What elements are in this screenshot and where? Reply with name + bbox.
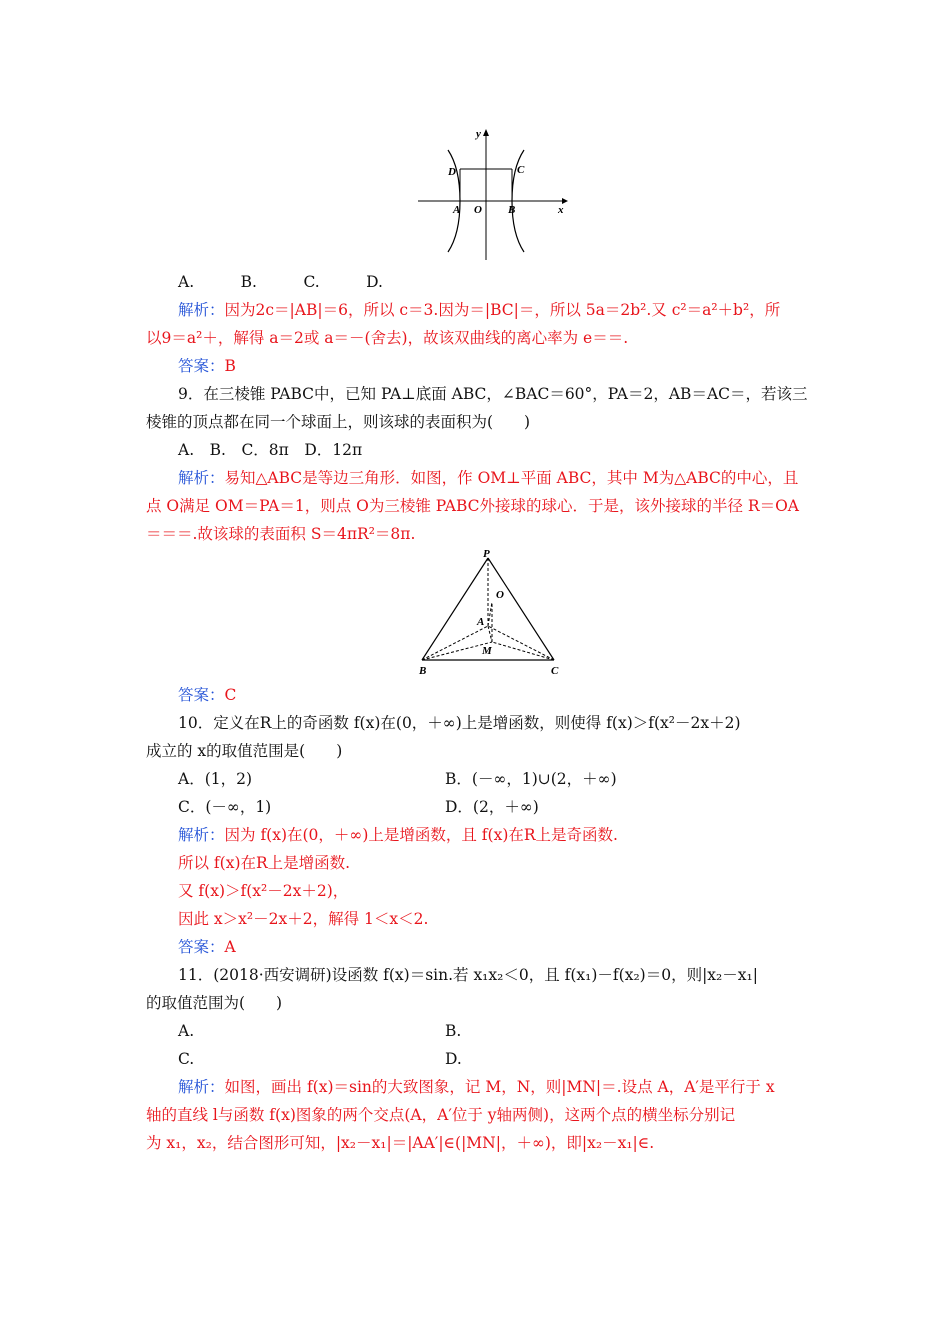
q9-stem-line-1: 9．在三棱锥 PABC中，已知 PA⊥底面 ABC，∠BAC＝60°，PA＝2，AB＝AC＝，若该三: [178, 385, 808, 403]
q10-stem-line-2: 成立的 x的取值范围是( ): [146, 742, 343, 760]
q11-option-a: A.: [178, 1022, 195, 1040]
q9-options: A. B. C．8π D．12π: [178, 441, 363, 459]
q11-option-c: C.: [178, 1050, 195, 1068]
q11-analysis-line-1: 解析：如图，画出 f(x)＝sin的大致图象，记 M，N，则|MN|＝.设点 A，A′是平行于 x: [178, 1078, 775, 1096]
q8-answer: 答案：B: [178, 357, 236, 375]
q9-answer: 答案：C: [178, 686, 237, 704]
q11-option-d: D.: [445, 1050, 462, 1068]
q8-answer-label: 答案：: [178, 357, 225, 375]
q10-option-d: D．(2，＋∞): [445, 798, 539, 816]
q10-answer: 答案：A: [178, 938, 236, 956]
q8-analysis-line-1: 解析：因为2c＝|AB|＝6，所以 c＝3.因为＝|BC|＝，所以 5a＝2b².又 c²＝a²＋b²，所: [178, 301, 781, 319]
q11-analysis-line-2: 轴的直线 l与函数 f(x)图象的两个交点(A，A′位于 y轴两侧)，这两个点的横坐标分别记: [146, 1106, 736, 1124]
q10-analysis-line-4: 因此 x＞x²－2x＋2，解得 1＜x＜2.: [178, 910, 429, 928]
q11-analysis-line-3: 为 x₁，x₂，结合图形可知，|x₂－x₁|＝|AA′|∈(|MN|，＋∞)，即|x₂－x₁|∈.: [146, 1134, 655, 1152]
q11-stem-line-2: 的取值范围为( ): [146, 994, 283, 1012]
fig1-label-d: D: [448, 166, 456, 178]
q10-option-a: A．(1，2): [178, 770, 253, 788]
q10-analysis-label: 解析：: [178, 826, 225, 844]
q10-answer-label: 答案：: [178, 938, 225, 956]
q10-option-c: C．(－∞，1): [178, 798, 272, 816]
q10-analysis-line-1: 解析：因为 f(x)在(0，＋∞)上是增函数，且 f(x)在R上是奇函数.: [178, 826, 618, 844]
q9-analysis-line-2: 点 O满足 OM＝PA＝1，则点 O为三棱锥 PABC外接球的球心．于是，该外接球的半径 R＝OA: [146, 497, 800, 515]
q11-option-b: B.: [445, 1022, 462, 1040]
q8-analysis-line-2: 以9＝a²＋，解得 a＝2或 a＝－(舍去)，故该双曲线的离心率为 e＝＝.: [146, 329, 629, 347]
hyperbola-figure: [412, 124, 572, 264]
fig1-label-c: C: [517, 164, 525, 176]
q10-stem-line-1: 10．定义在R上的奇函数 f(x)在(0，＋∞)上是增函数，则使得 f(x)＞f(x²－2x＋2): [178, 714, 741, 732]
fig1-label-y: y: [476, 128, 481, 140]
fig1-label-b: B: [508, 204, 516, 216]
q9-stem-line-2: 棱锥的顶点都在同一个球面上，则该球的表面积为( ): [146, 413, 531, 431]
q8-analysis-label: 解析：: [178, 301, 225, 319]
q10-analysis-line-2: 所以 f(x)在R上是增函数.: [178, 854, 351, 872]
fig2-label-m: M: [482, 645, 492, 657]
fig2-label-a: A: [477, 616, 485, 628]
q10-option-b: B．(－∞，1)∪(2，＋∞): [445, 770, 617, 788]
fig2-label-c: C: [551, 665, 559, 677]
q9-analysis-line-3: ＝＝＝.故该球的表面积 S＝4πR²＝8π.: [146, 525, 416, 543]
fig1-label-x: x: [558, 204, 564, 216]
fig1-label-o: O: [474, 204, 482, 216]
q8-options: A. B. C. D.: [178, 273, 383, 291]
fig2-label-o: O: [496, 589, 504, 601]
q11-analysis-label: 解析：: [178, 1078, 225, 1096]
fig1-label-a: A: [453, 204, 461, 216]
q9-answer-label: 答案：: [178, 686, 225, 704]
q9-analysis-line-1: 解析：易知△ABC是等边三角形．如图，作 OM⊥平面 ABC，其中 M为△ABC的中心，且: [178, 469, 799, 487]
q10-analysis-line-3: 又 f(x)＞f(x²－2x＋2)，: [178, 882, 349, 900]
q9-analysis-label: 解析：: [178, 469, 225, 487]
q11-stem-line-1: 11．(2018·西安调研)设函数 f(x)＝sin.若 x₁x₂＜0，且 f(x₁)－f(x₂)＝0，则|x₂－x₁|: [178, 966, 758, 984]
fig2-label-p: P: [483, 548, 490, 560]
pyramid-figure: [412, 546, 572, 680]
fig2-label-b: B: [419, 665, 427, 677]
